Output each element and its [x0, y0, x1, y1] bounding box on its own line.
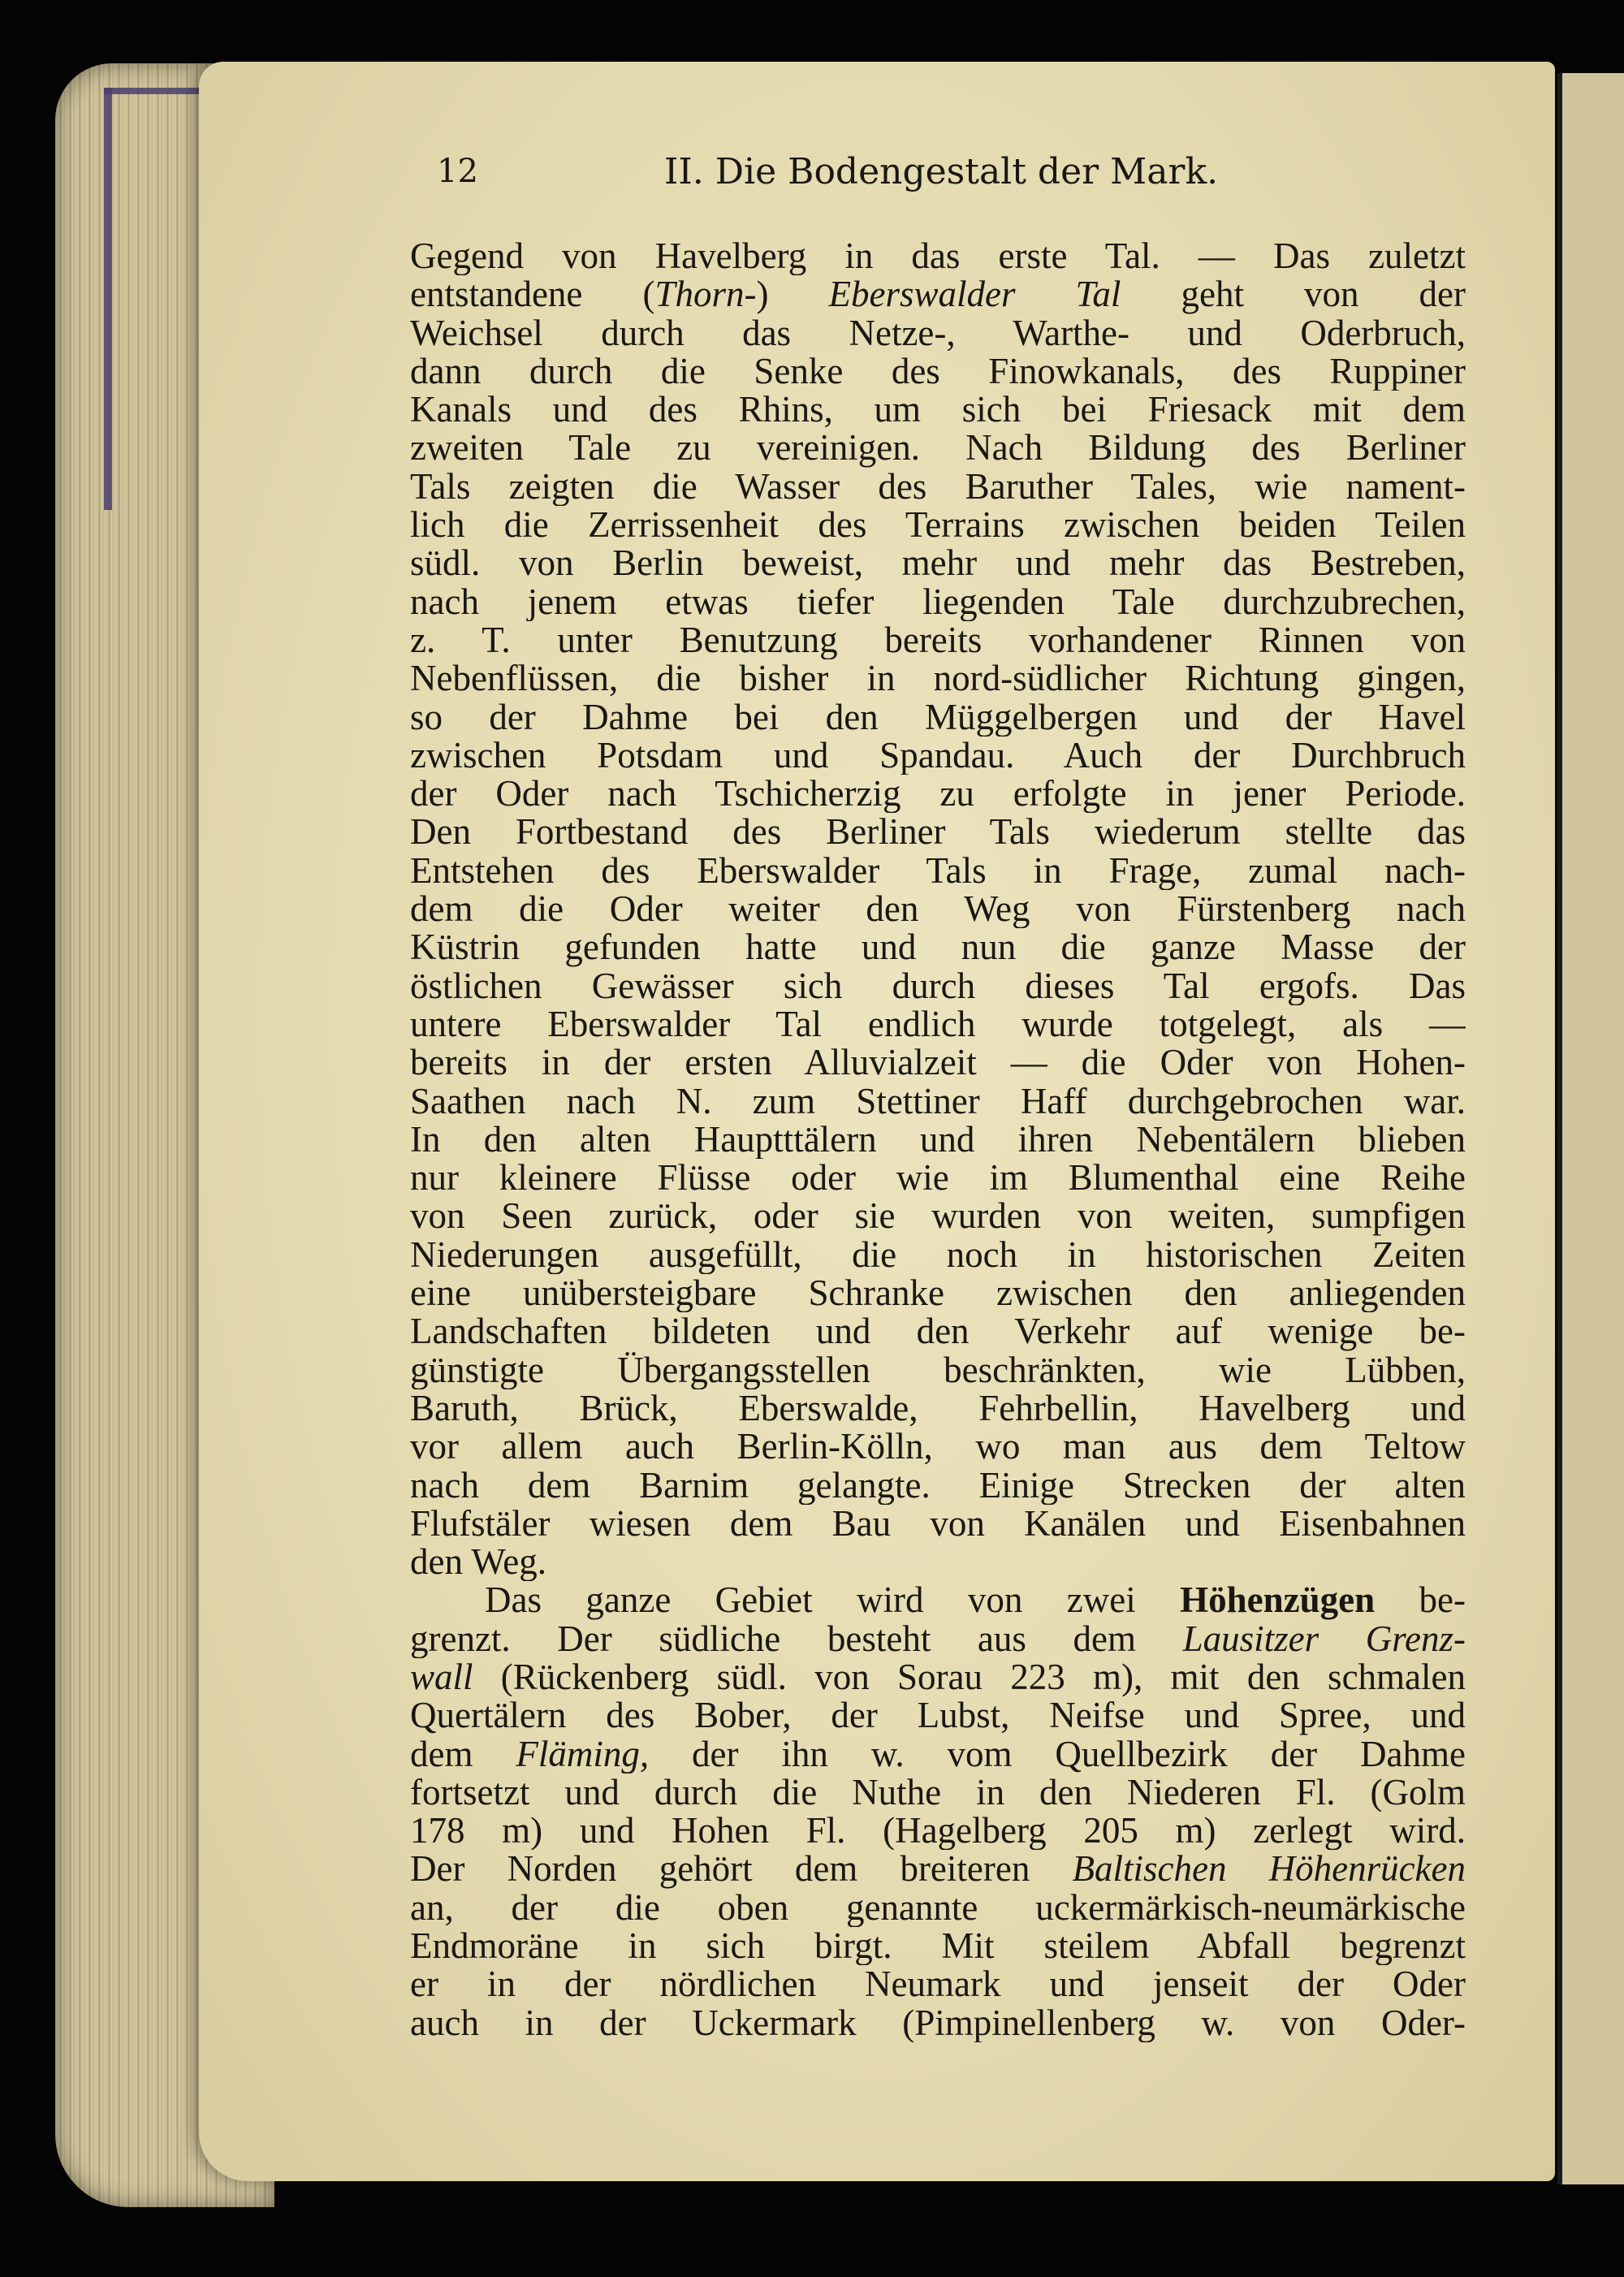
- text-line: fortsetzt und durch die Nuthe in den Niederen Fl. (Golm: [410, 1773, 1466, 1813]
- text-line: Endmoräne in sich birgt. Mit steilem Abfall begrenzt: [410, 1927, 1466, 1966]
- text-line: südl. von Berlin beweist, mehr und mehr das Bestreben,: [410, 544, 1466, 583]
- text-line: nach dem Barnim gelangte. Einige Strecken der alten: [410, 1466, 1466, 1505]
- text-line: Quertälern des Bober, der Lubst, Neifse und Spree, und: [410, 1696, 1466, 1735]
- text-line: von Seen zurück, oder sie wurden von weiten, sumpfigen: [410, 1197, 1466, 1236]
- text-line: Weichsel durch das Netze-, Warthe- und Oderbruch,: [410, 313, 1466, 352]
- text-line: Entstehen des Eberswalder Tals in Frage, zumal nach-: [410, 851, 1466, 891]
- text-line: nach jenem etwas tiefer liegenden Tale durchzubrechen,: [410, 582, 1466, 621]
- text-line: Das ganze Gebiet wird von zwei Höhenzügen be-: [485, 1581, 1466, 1620]
- text-line: vor allem auch Berlin-Kölln, wo man aus dem Teltow: [410, 1428, 1466, 1467]
- text-line: wall (Rückenberg südl. von Sorau 223 m), mit den schmalen: [410, 1657, 1466, 1697]
- text-line: Gegend von Havelberg in das erste Tal. — Das zuletzt: [410, 237, 1466, 276]
- text-line: so der Dahme bei den Müggelbergen und der Havel: [410, 698, 1466, 737]
- page-number: 12: [437, 153, 478, 190]
- text-line: Flufstäler wiesen dem Bau von Kanälen und Eisenbahnen: [410, 1504, 1466, 1544]
- text-line: den Weg.: [410, 1543, 547, 1582]
- text-line: Kanals und des Rhins, um sich bei Friesack mit dem: [410, 391, 1466, 430]
- text-line: bereits in der ersten Alluvialzeit — die Oder von Hohen-: [410, 1043, 1466, 1082]
- text-line: Der Norden gehört dem breiteren Baltischen Höhenrücken: [410, 1850, 1466, 1889]
- text-line: Tals zeigten die Wasser des Baruther Tales, wie nament-: [410, 467, 1466, 507]
- text-line: zwischen Potsdam und Spandau. Auch der Durchbruch: [410, 736, 1466, 776]
- text-line: dem die Oder weiter den Weg von Fürstenberg nach: [410, 890, 1466, 929]
- text-line: untere Eberswalder Tal endlich wurde totgelegt, als —: [410, 1005, 1466, 1044]
- text-line: Küstrin gefunden hatte und nun die ganze Masse der: [410, 928, 1466, 967]
- text-line: günstigte Übergangsstellen beschränkten, wie Lübben,: [410, 1350, 1466, 1389]
- text-line: 178 m) und Hohen Fl. (Hagelberg 205 m) zerlegt wird.: [410, 1812, 1466, 1851]
- text-line: entstandene (Thorn-) Eberswalder Tal geht von der: [410, 275, 1466, 314]
- text-line: Landschaften bildeten und den Verkehr auf wenige be-: [410, 1312, 1466, 1351]
- text-line: der Oder nach Tschicherzig zu erfolgte in jener Periode.: [410, 775, 1466, 814]
- text-line: Baruth, Brück, Eberswalde, Fehrbellin, Havelberg und: [410, 1389, 1466, 1428]
- text-line: grenzt. Der südliche besteht aus dem Lausitzer Grenz-: [410, 1619, 1466, 1658]
- text-line: er in der nördlichen Neumark und jenseit der Oder: [410, 1965, 1466, 2004]
- text-line: an, der die oben genannte uckermärkisch-neumärkische: [410, 1888, 1466, 1928]
- text-line: nur kleinere Flüsse oder wie im Blumenthal eine Reihe: [410, 1159, 1466, 1198]
- right-page-edge: [1557, 73, 1624, 2184]
- body-text: [410, 237, 1466, 2042]
- text-line: dem Fläming, der ihn w. vom Quellbezirk der Dahme: [410, 1735, 1466, 1774]
- text-line: lich die Zerrissenheit des Terrains zwischen beiden Teilen: [410, 506, 1466, 545]
- text-line: In den alten Hauptttälern und ihren Nebentälern blieben: [410, 1120, 1466, 1160]
- text-line: zweiten Tale zu vereinigen. Nach Bildung des Berliner: [410, 429, 1466, 468]
- text-line: Den Fortbestand des Berliner Tals wiederum stellte das: [410, 813, 1466, 852]
- text-line: auch in der Uckermark (Pimpinellenberg w. von Oder-: [410, 2003, 1466, 2042]
- running-title: II. Die Bodengestalt der Mark.: [664, 151, 1219, 192]
- text-line: eine unübersteigbare Schranke zwischen den anliegenden: [410, 1274, 1466, 1313]
- page-header: [242, 146, 1354, 203]
- text-line: Nebenflüssen, die bisher in nord-südlicher Richtung gingen,: [410, 659, 1466, 698]
- text-line: z. T. unter Benutzung bereits vorhandener Rinnen von: [410, 620, 1466, 660]
- text-line: dann durch die Senke des Finowkanals, des Ruppiner: [410, 352, 1466, 391]
- text-line: Niederungen ausgefüllt, die noch in historischen Zeiten: [410, 1235, 1466, 1275]
- text-line: östlichen Gewässer sich durch dieses Tal ergofs. Das: [410, 966, 1466, 1005]
- library-stamp-mark: [104, 88, 112, 510]
- text-line: Saathen nach N. zum Stettiner Haff durchgebrochen war.: [410, 1082, 1466, 1121]
